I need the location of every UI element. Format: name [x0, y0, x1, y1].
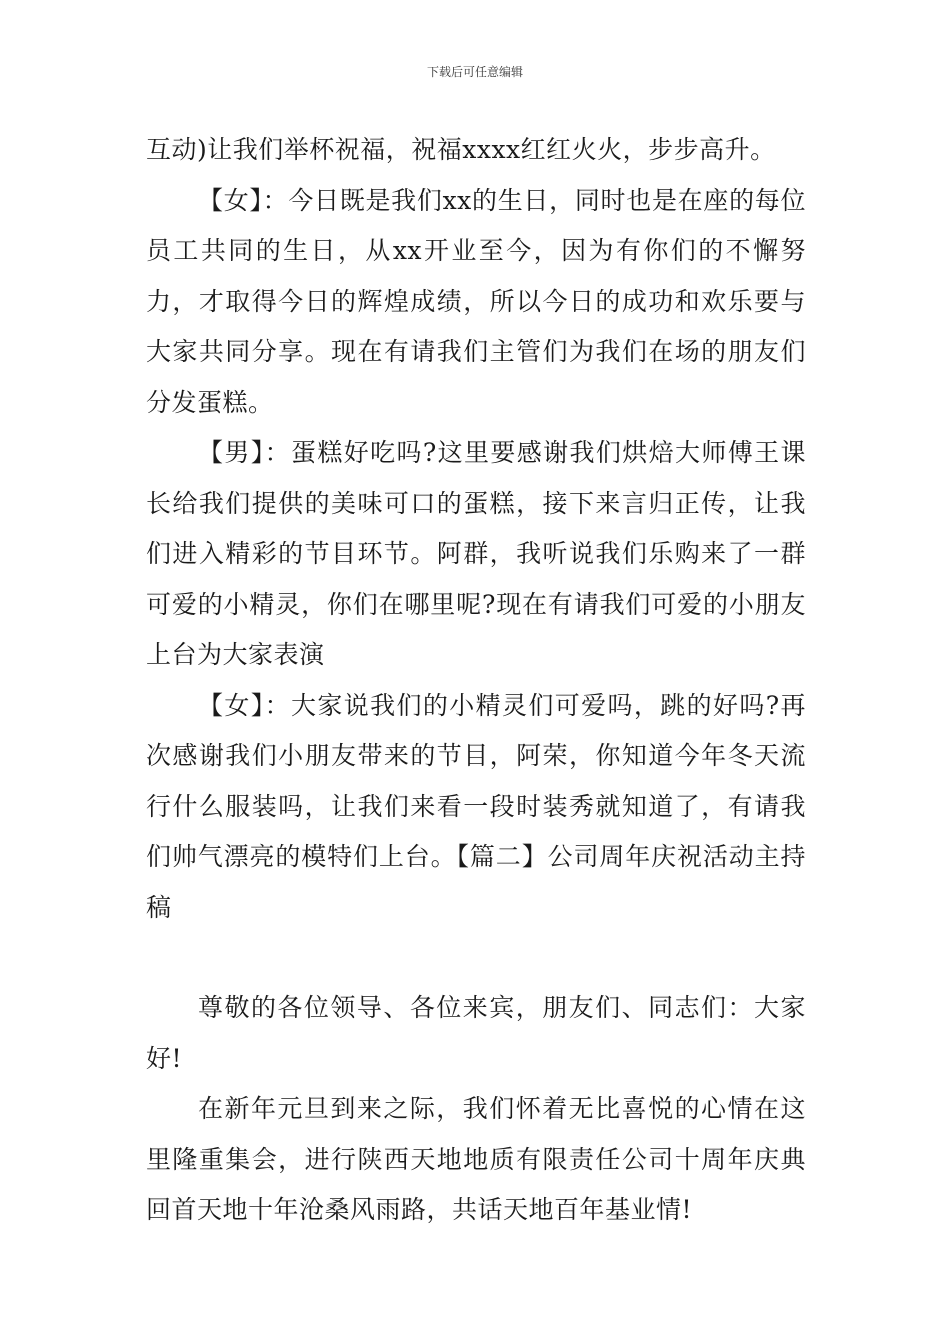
document-body: [146, 125, 806, 1236]
paragraph-1: 互动)让我们举杯祝福，祝福xxxx红红火火，步步高升。: [146, 135, 776, 164]
paragraph-2: 【女】：今日既是我们xx的生日，同时也是在座的每位员工共同的生日，从xx开业至今，因为有你们的不懈努力，才取得今日的辉煌成绩，所以今日的成功和欢乐要与大家共同分享。现在有请我们主管们为我们在场的朋友们分发蛋糕。: [146, 185, 806, 417]
paragraph-3: 【男】：蛋糕好吃吗?这里要感谢我们烘焙大师傅王课长给我们提供的美味可口的蛋糕，接下来言归正传，让我们进入精彩的节目环节。阿群，我听说我们乐购来了一群可爱的小精灵，你们在哪里呢?现在有请我们可爱的小朋友上台为大家表演: [146, 438, 806, 669]
paragraph-6: 在新年元旦到来之际，我们怀着无比喜悦的心情在这里隆重集会，进行陕西天地地质有限责任公司十周年庆典回首天地十年沧桑风雨路，共话天地百年基业情!: [146, 1094, 806, 1224]
paragraph-5: 尊敬的各位领导、各位来宾，朋友们、同志们：大家好!: [146, 993, 806, 1073]
paragraph-spacer: [146, 933, 806, 983]
page-header-note: 下载后可任意编辑: [426, 65, 523, 79]
paragraph-4: 【女】：大家说我们的小精灵们可爱吗，跳的好吗?再次感谢我们小朋友带来的节目，阿荣，你知道今年冬天流行什么服装吗，让我们来看一段时装秀就知道了，有请我们帅气漂亮的模特们上台。【篇二】公司周年庆祝活动主持稿: [146, 690, 806, 922]
